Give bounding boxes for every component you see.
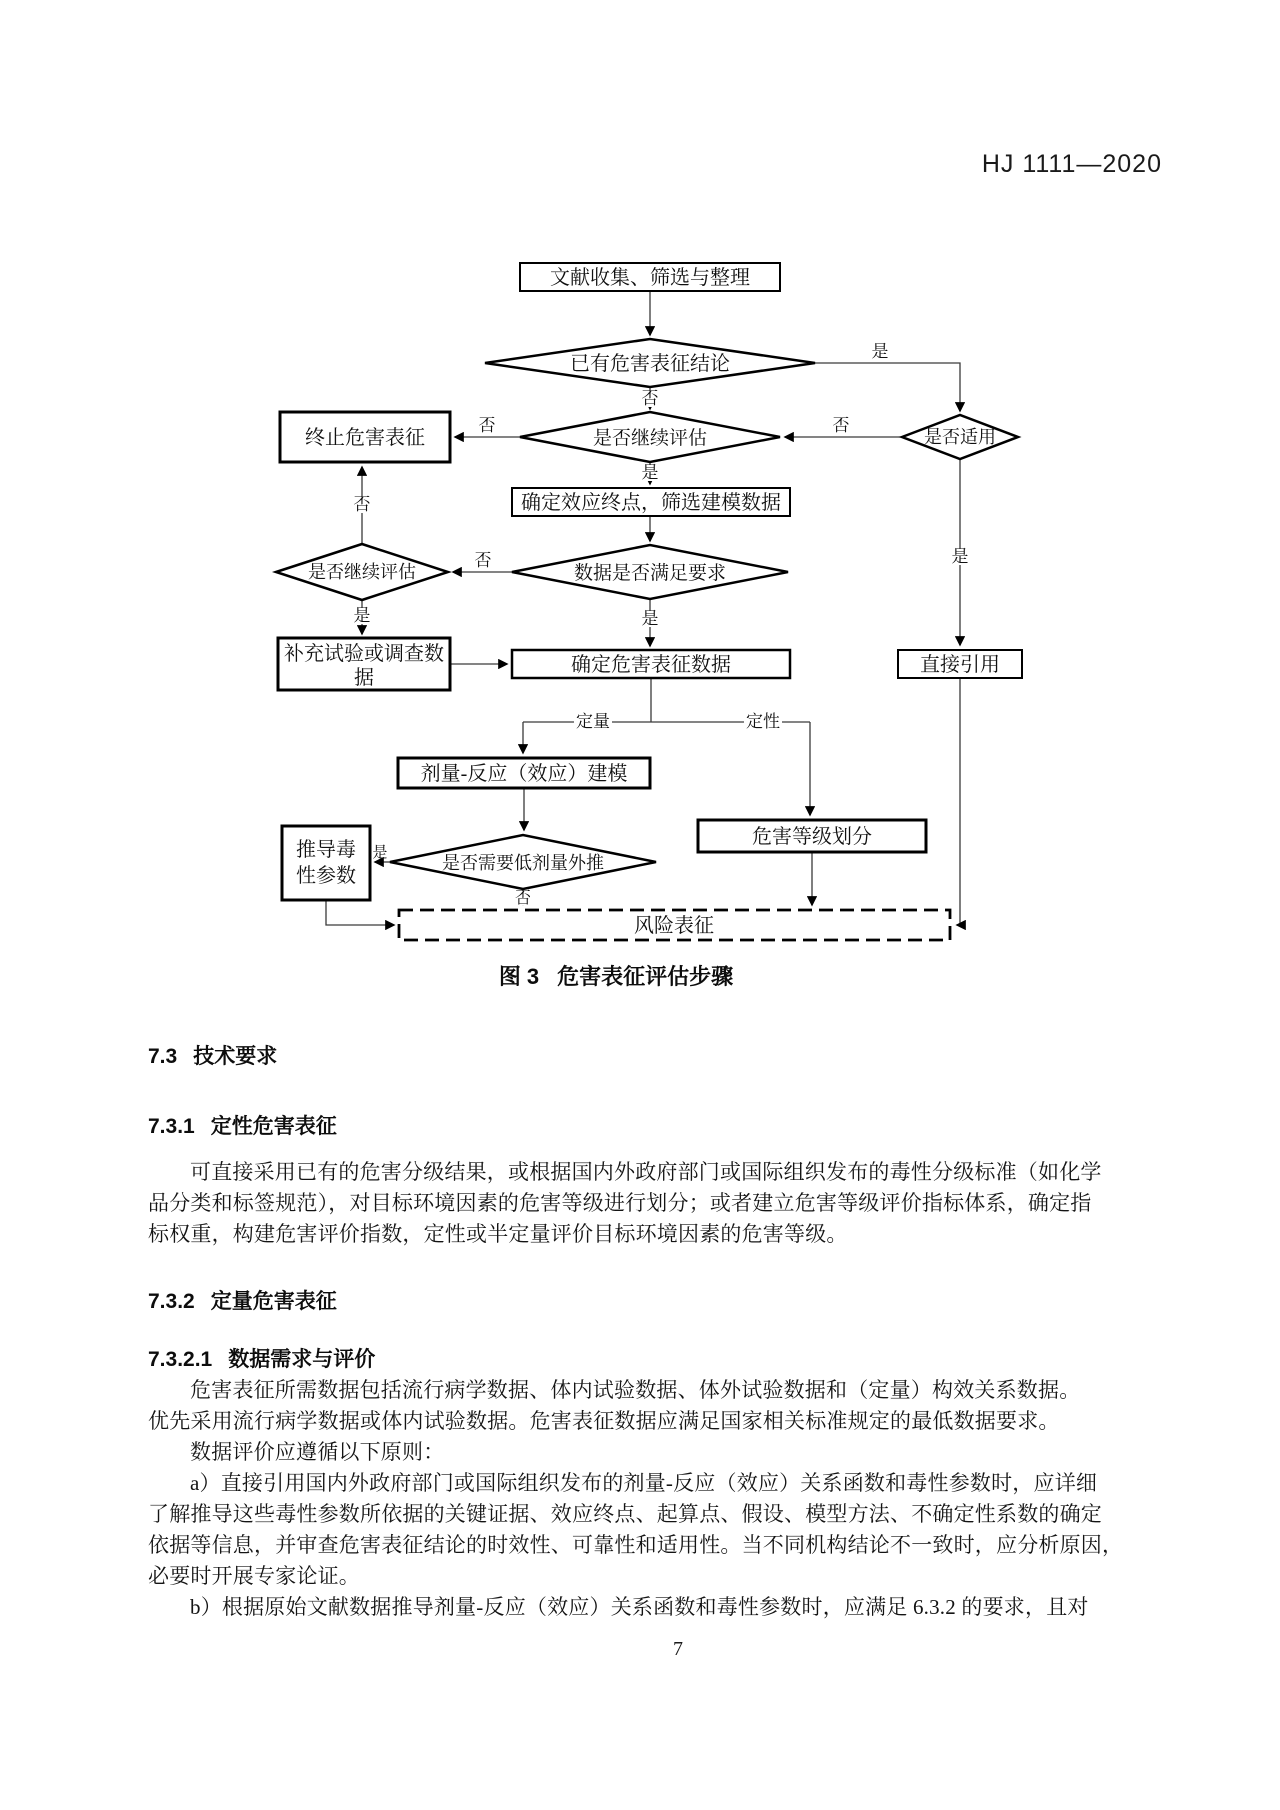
flow-node-supplement-line2: 据 [354, 667, 374, 689]
flow-node-direct-citation-label: 直接引用 [920, 654, 1000, 676]
figure-caption-title: 危害表征评估步骤 [557, 964, 734, 989]
paragraph-line: b）根据原始文献数据推导剂量-反应（效应）关系函数和毒性参数时，应满足 6.3.2 的要求，且对 [190, 1595, 1089, 1619]
edge-label-yes-satisfy: 是 [641, 609, 659, 628]
edge-label-yes-continue1: 是 [641, 463, 659, 482]
heading-number: 7.3.2.1 [148, 1348, 213, 1371]
flow-node-risk-characterization-label: 风险表征 [634, 915, 714, 937]
heading-7-3-2-1 [148, 1343, 1160, 1373]
flow-node-supplement-line1: 补充试验或调查数 [284, 643, 444, 665]
page-number: 7 [673, 1638, 683, 1660]
heading-number: 7.3.2 [148, 1290, 195, 1313]
flow-node-derive-toxicity [282, 826, 370, 900]
figure-caption [0, 960, 1232, 991]
edge-label-quantitative: 定量 [576, 712, 610, 731]
flow-node-determine-endpoint-label: 确定效应终点，筛选建模数据 [521, 492, 781, 514]
flow-node-has-conclusion-label: 已有危害表征结论 [570, 353, 730, 375]
flow-node-literature-label: 文献收集、筛选与整理 [550, 267, 750, 289]
heading-title: 数据需求与评价 [228, 1348, 376, 1371]
flow-node-data-satisfy-label: 数据是否满足要求 [573, 563, 727, 584]
flow-edge-citation-to-risk [957, 678, 960, 925]
flow-node-continue-eval-2-label: 是否继续评估 [308, 562, 416, 582]
edge-label-no-lowdose: 否 [514, 890, 532, 907]
edge-label-yes-conclusion: 是 [871, 342, 889, 361]
edge-label-no-continue1: 否 [478, 416, 496, 435]
edge-label-no-conclusion: 否 [641, 389, 659, 408]
paragraph-line: 品分类和标签规范），对目标环境因素的危害等级进行划分；或者建立危害等级评价指标体系，确定指 [148, 1191, 1092, 1215]
figure-caption-number: 图 3 [498, 964, 540, 989]
heading-number: 7.3 [148, 1045, 178, 1068]
edge-label-no-applicable: 否 [832, 416, 850, 435]
paragraph-line: 危害表征所需数据包括流行病学数据、体内试验数据、体外试验数据和（定量）构效关系数据。 [190, 1378, 1081, 1402]
paragraph-line: 数据评价应遵循以下原则： [190, 1440, 445, 1464]
flow-edge-derive-to-risk [326, 900, 394, 925]
paragraph-line: 必要时开展专家论证。 [148, 1564, 360, 1588]
flow-node-derive-toxicity-line1: 推导毒 [296, 839, 356, 861]
flow-node-continue-eval-1-label: 是否继续评估 [592, 428, 708, 449]
edge-label-yes-continue2: 是 [353, 606, 371, 625]
flow-node-derive-toxicity-line2: 性参数 [296, 865, 356, 887]
edge-label-no-continue2: 否 [353, 495, 371, 514]
flow-node-dose-response-label: 剂量-反应（效应）建模 [420, 763, 628, 785]
heading-title: 定性危害表征 [210, 1115, 337, 1138]
edge-label-yes-lowdose: 是 [372, 845, 388, 861]
flow-node-hazard-classification-label: 危害等级划分 [752, 826, 872, 848]
doc-number: HJ 1111—2020 [981, 150, 1162, 178]
flow-node-low-dose-label: 是否需要低剂量外推 [442, 853, 604, 873]
paragraph-line: 依据等信息，并审查危害表征结论的时效性、可靠性和适用性。当不同机构结论不一致时，应分析原因， [148, 1533, 1124, 1557]
flow-node-determine-data-label: 确定危害表征数据 [571, 654, 731, 676]
paragraph-line: 可直接采用已有的危害分级结果，或根据国内外政府部门或国际组织发布的毒性分级标准（如化学 [190, 1160, 1102, 1184]
heading-7-3-2 [148, 1285, 1160, 1315]
flowchart-figure [160, 240, 1180, 1000]
heading-7-3-1 [148, 1110, 1160, 1140]
flow-node-terminate-label: 终止危害表征 [305, 427, 425, 449]
heading-title: 定量危害表征 [210, 1290, 337, 1313]
paragraph-line: 了解推导这些毒性参数所依据的关键证据、效应终点、起算点、假设、模型方法、不确定性系数的确定 [148, 1502, 1102, 1526]
heading-7-3 [148, 1040, 1160, 1070]
edge-label-qualitative: 定性 [746, 712, 780, 731]
edge-label-no-satisfy: 否 [474, 551, 492, 570]
flow-node-applicable-label: 是否适用 [924, 427, 996, 447]
heading-number: 7.3.1 [148, 1115, 195, 1138]
paragraph-line: 优先采用流行病学数据或体内试验数据。危害表征数据应满足国家相关标准规定的最低数据要求。 [148, 1409, 1060, 1433]
edge-label-yes-applicable: 是 [951, 547, 969, 566]
heading-title: 技术要求 [193, 1045, 278, 1068]
flow-edge-conclusion-yes [815, 363, 960, 411]
paragraph-line: 标权重，构建危害评价指数，定性或半定量评价目标环境因素的危害等级。 [148, 1222, 848, 1246]
paragraph-line: a）直接引用国内外政府部门或国际组织发布的剂量-反应（效应）关系函数和毒性参数时，应详细 [190, 1471, 1098, 1495]
